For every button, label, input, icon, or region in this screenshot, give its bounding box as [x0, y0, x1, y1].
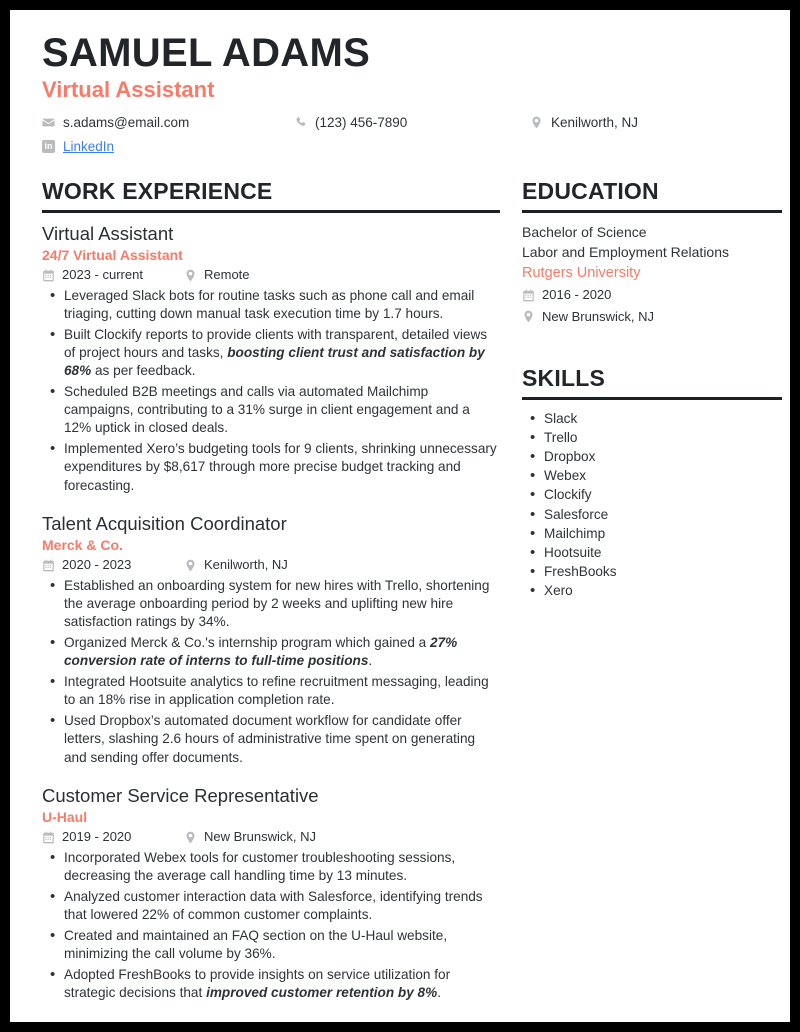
section-divider — [522, 397, 782, 400]
education-section — [522, 179, 782, 326]
contact-phone-text: (123) 456-7890 — [315, 115, 408, 131]
contact-phone[interactable] — [294, 114, 530, 132]
contact-location-text: Kenilworth, NJ — [551, 115, 639, 131]
list-item: • Scheduled B2B meetings and calls via automated Mailchimp campaigns, contributing to a 31% surge in client engagement and a 12% uptick in closed deals. — [42, 383, 500, 437]
sidebar-column — [522, 179, 782, 600]
work-entry-location-text: Remote — [204, 266, 250, 282]
work-entry-location — [184, 829, 316, 846]
education-date — [522, 285, 782, 305]
location-pin-icon — [522, 310, 535, 323]
calendar-icon — [42, 559, 55, 572]
work-experience-heading: WORK EXPERIENCE — [42, 178, 273, 205]
education-location-text: New Brunswick, NJ — [542, 308, 654, 324]
skill-item: • Trello — [522, 428, 782, 447]
header-job-title: Virtual Assistant — [42, 77, 215, 102]
work-entry-meta — [42, 557, 500, 574]
work-entry-date-text: 2020 - 2023 — [62, 556, 132, 572]
work-entry-title: Customer Service Representative — [42, 784, 319, 806]
contact-email[interactable] — [42, 114, 294, 132]
phone-icon — [294, 116, 307, 129]
work-entry-location-text: New Brunswick, NJ — [204, 828, 316, 844]
work-entry — [42, 222, 500, 495]
location-pin-icon — [184, 269, 197, 282]
work-entry-company: Merck & Co. — [42, 536, 123, 553]
work-entry-bullets — [42, 849, 500, 1003]
skills-section — [522, 366, 782, 600]
skill-item: • Xero — [522, 581, 782, 600]
list-item: • Leveraged Slack bots for routine tasks such as phone call and email triaging, cutting down manual task execution time by 1.7 hours. — [42, 287, 500, 323]
work-entry — [42, 784, 500, 1003]
list-item: • Implemented Xero’s budgeting tools for 9 clients, shrinking unnecessary expenditures by $8,617 through more precise budget tracking and forecasting. — [42, 440, 500, 494]
work-entry — [42, 512, 500, 767]
section-divider — [42, 210, 500, 213]
work-entry-location-text: Kenilworth, NJ — [204, 556, 288, 572]
work-entry-date — [42, 267, 184, 284]
work-experience-column — [42, 179, 500, 1005]
skill-item: • Dropbox — [522, 447, 782, 466]
linkedin-link[interactable]: LinkedIn — [63, 138, 115, 154]
contact-linkedin[interactable] — [42, 138, 294, 156]
contact-location — [530, 114, 762, 132]
work-entry-location — [184, 267, 250, 284]
list-item: • Organized Merck & Co.'s internship program which gained a 27% conversion rate of interns to full-time positions. — [42, 634, 500, 670]
calendar-icon — [42, 269, 55, 282]
education-location — [522, 307, 782, 327]
list-item: • Integrated Hootsuite analytics to refine recruitment messaging, leading to an 18% rise in application completion rate. — [42, 673, 500, 709]
work-entry-date — [42, 557, 184, 574]
section-divider — [522, 210, 782, 213]
calendar-icon — [522, 289, 535, 302]
linkedin-icon: in — [42, 140, 55, 153]
work-entry-meta — [42, 829, 500, 846]
work-entry-company: U-Haul — [42, 808, 88, 825]
list-item: • Analyzed customer interaction data with Salesforce, identifying trends that lowered 22% of common customer complaints. — [42, 888, 500, 924]
work-entry-title: Virtual Assistant — [42, 222, 174, 244]
contact-email-text: s.adams@email.com — [63, 115, 190, 131]
calendar-icon — [42, 831, 55, 844]
page-title: SAMUEL ADAMS — [42, 31, 371, 75]
work-entry-date-text: 2023 - current — [62, 266, 143, 282]
skill-item: • Hootsuite — [522, 543, 782, 562]
list-item: • Created and maintained an FAQ section on the U-Haul website, minimizing the call volume by 36%. — [42, 927, 500, 963]
skill-item: • Clockify — [522, 485, 782, 504]
education-field: Labor and Employment Relations — [522, 243, 730, 260]
skill-item: • Slack — [522, 409, 782, 428]
skills-list — [522, 409, 782, 601]
skills-heading: SKILLS — [522, 365, 605, 392]
skill-item: • Webex — [522, 466, 782, 485]
work-entry-meta — [42, 267, 500, 284]
skill-item: • FreshBooks — [522, 562, 782, 581]
work-entry-location — [184, 557, 288, 574]
work-entry-bullets — [42, 577, 500, 767]
work-entry-company: 24/7 Virtual Assistant — [42, 246, 183, 263]
work-entry-title: Talent Acquisition Coordinator — [42, 512, 287, 534]
education-date-text: 2016 - 2020 — [542, 287, 612, 303]
contact-info — [42, 114, 762, 155]
work-entry-date-text: 2019 - 2020 — [62, 828, 132, 844]
work-entry-list — [42, 222, 500, 1003]
education-degree: Bachelor of Science — [522, 223, 647, 240]
education-heading: EDUCATION — [522, 178, 659, 205]
resume-header — [42, 32, 762, 155]
envelope-icon — [42, 116, 55, 129]
list-item: • Built Clockify reports to provide clients with transparent, detailed views of project hours and tasks, boosting client trust and satisfaction by 68% as per feedback. — [42, 326, 500, 380]
education-school: Rutgers University — [522, 265, 641, 282]
work-entry-date — [42, 829, 184, 846]
location-pin-icon — [530, 116, 543, 129]
list-item: • Used Dropbox’s automated document workflow for candidate offer letters, slashing 2.6 hours of administrative time spent on generating and sending offer documents. — [42, 712, 500, 766]
location-pin-icon — [184, 559, 197, 572]
resume-page — [10, 10, 790, 1022]
location-pin-icon — [184, 831, 197, 844]
skill-item: • Mailchimp — [522, 524, 782, 543]
list-item: • Incorporated Webex tools for customer troubleshooting sessions, decreasing the average call handling time by 13 minutes. — [42, 849, 500, 885]
list-item: • Adopted FreshBooks to provide insights on service utilization for strategic decisions that improved customer retention by 8%. — [42, 966, 500, 1002]
work-entry-bullets — [42, 287, 500, 495]
skill-item: • Salesforce — [522, 505, 782, 524]
list-item: • Established an onboarding system for new hires with Trello, shortening the average onboarding period by 2 weeks and uplifting new hire satisfaction ratings by 34%. — [42, 577, 500, 631]
